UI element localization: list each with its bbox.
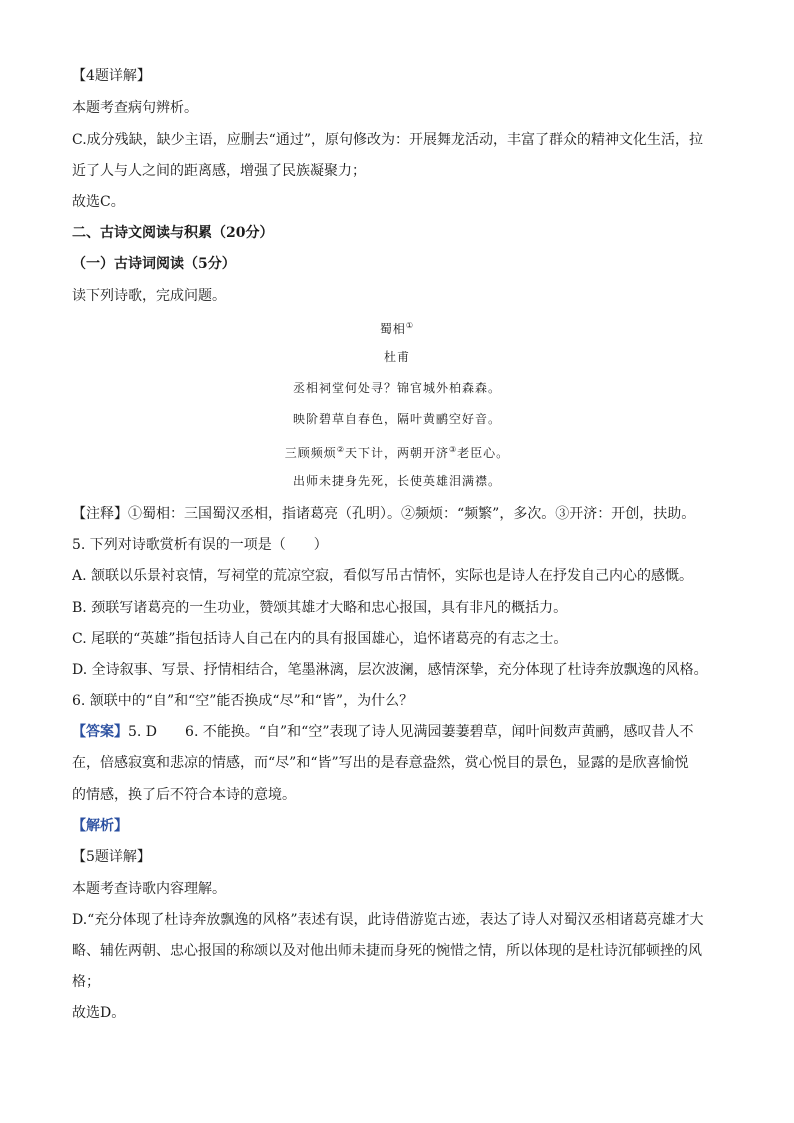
q5-analysis-line-1: D.“充分体现了杜诗奔放飘逸的风格”表述有误，此诗借游览古迹，表达了诗人对蜀汉丞相诸葛亮雄才大 [72, 912, 704, 928]
q5-analysis-intro: 本题考查诗歌内容理解。 [72, 881, 226, 897]
q5-analysis-heading: 【5题详解】 [72, 849, 151, 865]
answer-q6-line-3: 的情感，换了后不符合本诗的意境。 [72, 787, 296, 803]
q4-intro: 本题考查病句辨析。 [72, 100, 198, 116]
q5-option-a: A. 颔联以乐景衬哀情，写祠堂的荒凉空寂，看似写吊古情怀，实际也是诗人在抒发自己内心的感慨。 [72, 568, 694, 584]
poem-line-3-part-b: 天下计，两朝开济 [344, 446, 449, 460]
poem-title [0, 318, 794, 337]
q5-analysis-line-2: 略、辅佐两朝、忠心报国的称颂以及对他出师未捷而身死的惋惜之情，所以体现的是杜诗沉郁顿挫的风 [72, 943, 702, 959]
q4-choose: 故选C。 [72, 194, 125, 210]
poem-line-4: 出师未捷身先死，长使英雄泪满襟。 [292, 474, 501, 488]
answer-q6-part-1: 6. 不能换。“自”和“空”表现了诗人见满园萋萋碧草，闻叶间数声黄鹂，感叹昔人不 [185, 724, 694, 740]
answer-line-1 [72, 722, 693, 742]
answer-label: 【答案】 [72, 724, 128, 740]
poem-notes: 【注释】①蜀相：三国蜀汉丞相，指诸葛亮（孔明）。②频烦：“频繁”，多次。③开济：开创，扶助。 [72, 506, 696, 522]
q5-option-c: C. 尾联的“英雄”指包括诗人自己在内的具有报国雄心，追怀诸葛亮的有志之士。 [72, 631, 568, 647]
q4-explanation-line-2: 近了人与人之间的距离感，增强了民族凝聚力； [72, 163, 366, 179]
poem-author: 杜甫 [383, 350, 410, 364]
q5-option-d: D. 全诗叙事、写景、抒情相结合，笔墨淋漓，层次波澜，感情深挚，充分体现了杜诗奔放飘逸的风格。 [72, 662, 708, 678]
q5-analysis-choose: 故选D。 [72, 1005, 126, 1021]
poem-line-3 [0, 442, 794, 461]
q4-heading: 【4题详解】 [72, 68, 151, 84]
poem-note-3-marker: ③ [449, 445, 458, 454]
poem-line-2: 映阶碧草自春色，隔叶黄鹂空好音。 [292, 412, 501, 426]
poem-line-3-part-a: 三顾频烦 [284, 446, 337, 460]
reading-instruction: 读下列诗歌，完成问题。 [72, 288, 226, 304]
poem-title-text: 蜀相 [379, 322, 406, 336]
poem-line-1: 丞相祠堂何处寻？锦官城外柏森森。 [292, 381, 501, 395]
q5-option-b: B. 颈联写诸葛亮的一生功业，赞颂其雄才大略和忠心报国，具有非凡的概括力。 [72, 600, 568, 616]
q5-analysis-line-3: 格； [72, 974, 100, 990]
poem-note-2-marker: ② [336, 445, 345, 454]
poem-title-note: ① [405, 321, 415, 330]
poem-line-3-part-c: 老臣心。 [457, 446, 510, 460]
q4-explanation-line-1: C.成分残缺，缺少主语，应删去“通过”，原句修改为：开展舞龙活动，丰富了群众的精神文化生活，拉 [72, 132, 703, 148]
q5-stem: 5. 下列对诗歌赏析有误的一项是（ ） [72, 537, 328, 553]
answer-q6-line-2: 在，倍感寂寞和悲凉的情感，而“尽”和“皆”写出的是春意盎然，赏心悦目的景色，显露的是欣喜愉悦 [72, 755, 689, 771]
subsection-title: （一）古诗词阅读（5分） [72, 256, 236, 272]
section-title: 二、古诗文阅读与积累（20分） [72, 225, 274, 241]
analysis-label: 【解析】 [72, 818, 128, 834]
answer-q5: 5. D [128, 724, 158, 740]
q6-stem: 6. 颔联中的“自”和“空”能否换成“尽”和“皆”，为什么？ [72, 693, 414, 709]
